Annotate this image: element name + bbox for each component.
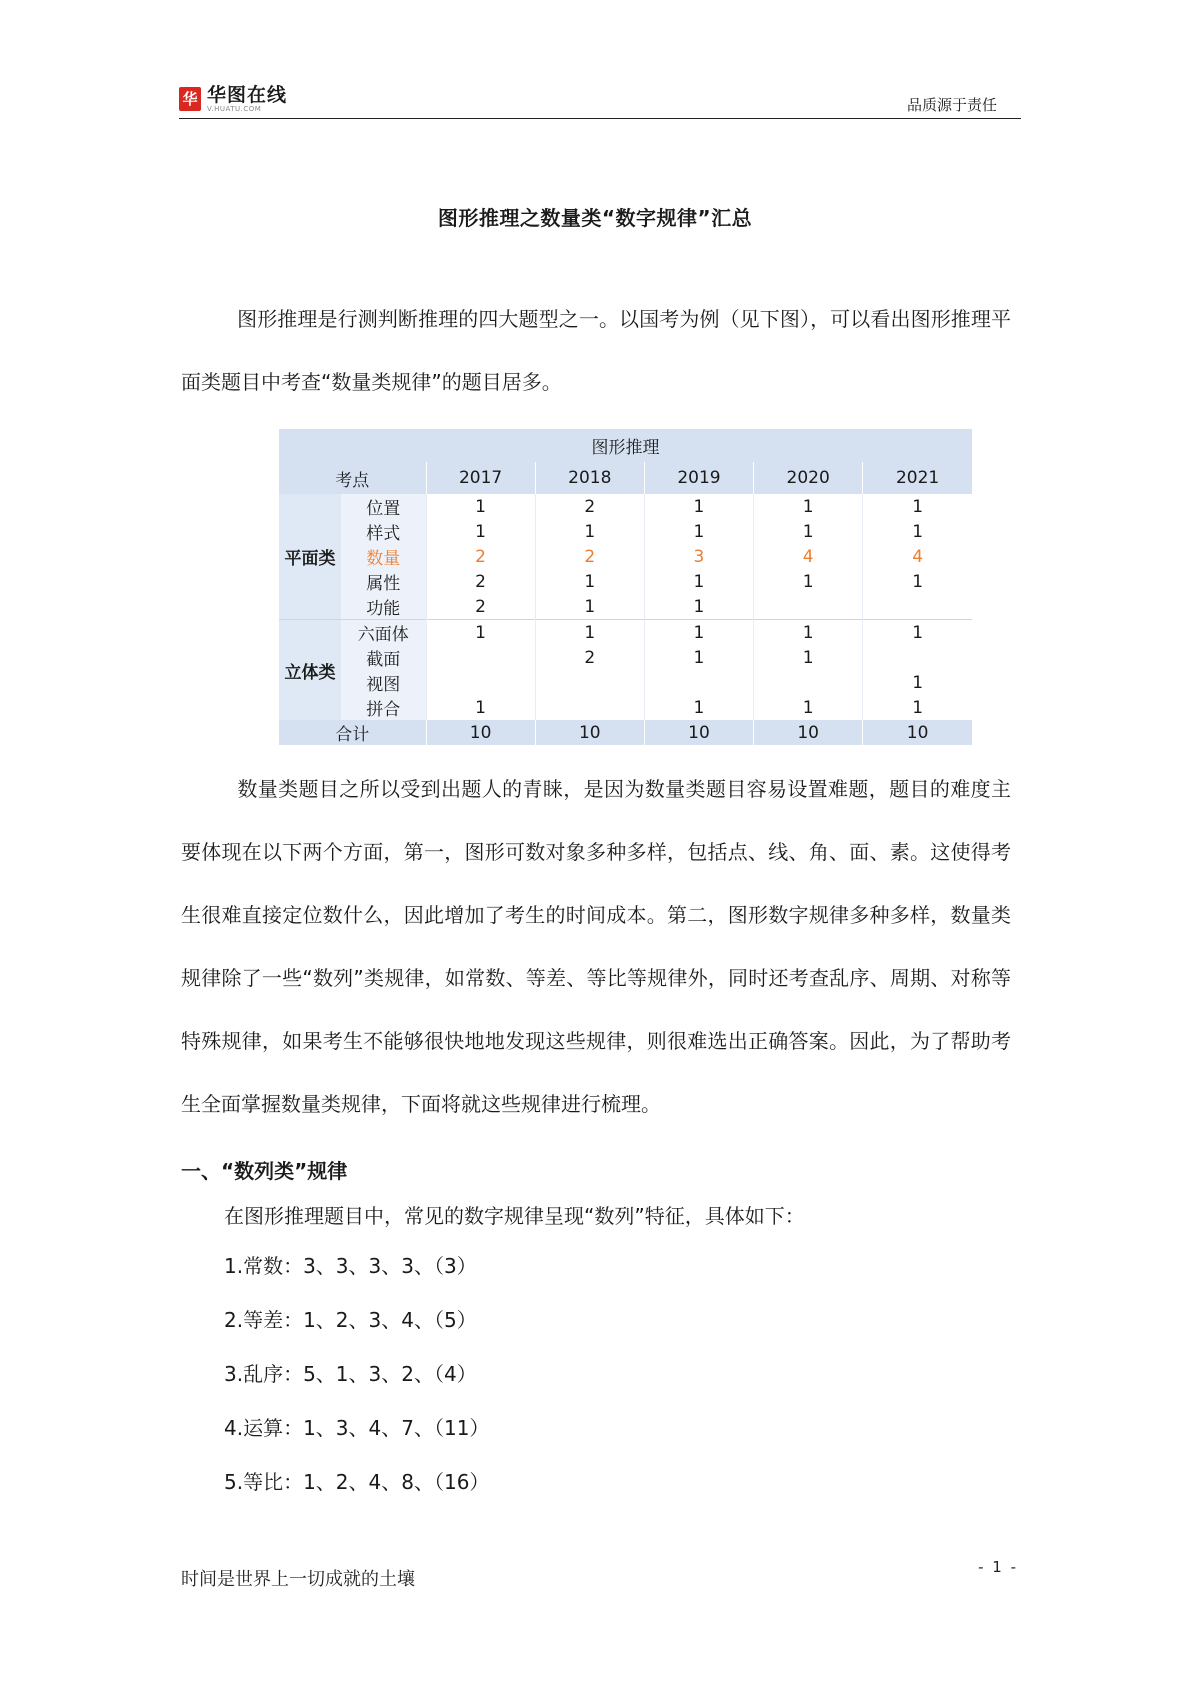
- total-cell: 10: [863, 720, 972, 745]
- section-heading: 一、“数列类”规律: [181, 1159, 348, 1183]
- value-cell: 1: [644, 620, 753, 646]
- intro-text: 图形推理是行测判断推理的四大题型之一。以国考为例（见下图），可以看出图形推理平面类题目中考查“数量类规律”的题目居多。: [181, 307, 1011, 394]
- item-label: 视图: [341, 670, 426, 695]
- value-cell: 1: [754, 569, 863, 594]
- item-label: 截面: [341, 645, 426, 670]
- huatu-logo: [179, 84, 287, 114]
- value-cell: 1: [754, 695, 863, 720]
- year-header: 2020: [754, 462, 863, 494]
- value-cell: 1: [754, 494, 863, 519]
- document-title: 图形推理之数量类“数字规律”汇总: [437, 206, 753, 230]
- stats-table-body: [279, 429, 972, 745]
- table-row: [279, 519, 972, 544]
- list-intro: 在图形推理题目中，常见的数字规律呈现“数列”特征，具体如下：: [224, 1204, 805, 1228]
- value-cell: 2: [426, 544, 535, 569]
- item-label: 拼合: [341, 695, 426, 720]
- value-cell: [535, 695, 644, 720]
- list-item: 3.乱序：5、1、3、2、（4）: [224, 1362, 477, 1386]
- analysis-text: 数量类题目之所以受到出题人的青睐，是因为数量类题目容易设置难题，题目的难度主要体现在以下两个方面，第一，图形可数对象多种多样，包括点、线、角、面、素。这使得考生很难直接定位数什么，因此增加了考生的时间成本。第二，图形数字规律多种多样，数量类规律除了一些“数列”类规律，如常数、等差、等比等规律外，同时还考查乱序、周期、对称等特殊规律，如果考生不能够很快地地发现这些规律，则很难选出正确答案。因此，为了帮助考生全面掌握数量类规律，下面将就这些规律进行梳理。: [181, 777, 1011, 1116]
- value-cell: 1: [754, 620, 863, 646]
- value-cell: 4: [863, 544, 972, 569]
- value-cell: [426, 645, 535, 670]
- table-header-row: [279, 462, 972, 494]
- group-label: 立体类: [279, 620, 341, 721]
- value-cell: 2: [535, 544, 644, 569]
- table-caption: 图形推理: [279, 429, 972, 462]
- logo-name: 华图在线: [207, 84, 288, 106]
- value-cell: 1: [863, 494, 972, 519]
- value-cell: 1: [863, 519, 972, 544]
- exam-stats-table: [279, 429, 972, 745]
- value-cell: 2: [535, 645, 644, 670]
- logo-texts: [207, 85, 287, 113]
- total-label: 合计: [279, 720, 426, 745]
- total-cell: 10: [535, 720, 644, 745]
- header-slogan: 品质源于责任: [906, 96, 997, 114]
- logo-mark-icon: 华: [179, 87, 201, 111]
- value-cell: [644, 670, 753, 695]
- table-caption-row: [279, 429, 972, 462]
- total-cell: 10: [754, 720, 863, 745]
- list-item: 5.等比：1、2、4、8、（16）: [224, 1470, 490, 1494]
- group-label: 平面类: [279, 494, 341, 620]
- value-cell: 1: [535, 569, 644, 594]
- value-cell: 1: [644, 594, 753, 620]
- item-label: 样式: [341, 519, 426, 544]
- value-cell: [754, 594, 863, 620]
- total-cell: 10: [426, 720, 535, 745]
- item-label: 数量: [341, 544, 426, 569]
- total-cell: 10: [644, 720, 753, 745]
- value-cell: 1: [426, 695, 535, 720]
- list-item: 4.运算：1、3、4、7、（11）: [224, 1416, 490, 1440]
- page-header: [179, 82, 1021, 119]
- value-cell: [754, 670, 863, 695]
- value-cell: 1: [535, 620, 644, 646]
- analysis-paragraph: [181, 758, 1011, 1136]
- year-header: 2017: [426, 462, 535, 494]
- value-cell: 1: [863, 620, 972, 646]
- value-cell: 1: [754, 519, 863, 544]
- value-cell: 1: [535, 594, 644, 620]
- year-header: 2021: [863, 462, 972, 494]
- table-row: [279, 695, 972, 720]
- value-cell: 1: [426, 519, 535, 544]
- value-cell: [863, 645, 972, 670]
- value-cell: 1: [754, 645, 863, 670]
- value-cell: [535, 670, 644, 695]
- value-cell: 4: [754, 544, 863, 569]
- value-cell: 1: [426, 494, 535, 519]
- value-cell: 2: [426, 594, 535, 620]
- total-row: [279, 720, 972, 745]
- stats-table: [279, 429, 972, 745]
- item-label: 位置: [341, 494, 426, 519]
- value-cell: 1: [644, 695, 753, 720]
- item-label: 功能: [341, 594, 426, 620]
- list-item: 2.等差：1、2、3、4、（5）: [224, 1308, 477, 1332]
- value-cell: [863, 594, 972, 620]
- page-number: - 1 -: [978, 1558, 1018, 1576]
- value-cell: 1: [644, 519, 753, 544]
- table-row: [279, 645, 972, 670]
- year-header: 2018: [535, 462, 644, 494]
- value-cell: 1: [426, 620, 535, 646]
- footer-motto: 时间是世界上一切成就的土壤: [181, 1569, 415, 1590]
- header-label: 考点: [279, 462, 426, 494]
- value-cell: 1: [863, 569, 972, 594]
- value-cell: 2: [426, 569, 535, 594]
- intro-paragraph: [181, 288, 1011, 414]
- item-label: 六面体: [341, 620, 426, 646]
- value-cell: 2: [535, 494, 644, 519]
- value-cell: 1: [644, 569, 753, 594]
- value-cell: 1: [535, 519, 644, 544]
- value-cell: 1: [863, 670, 972, 695]
- table-row: [279, 494, 972, 519]
- table-row: [279, 544, 972, 569]
- value-cell: 3: [644, 544, 753, 569]
- value-cell: 1: [644, 494, 753, 519]
- table-row: [279, 620, 972, 646]
- table-row: [279, 594, 972, 620]
- value-cell: 1: [644, 645, 753, 670]
- value-cell: [426, 670, 535, 695]
- table-row: [279, 670, 972, 695]
- year-header: 2019: [644, 462, 753, 494]
- table-row: [279, 569, 972, 594]
- list-item: 1.常数：3、3、3、3、（3）: [224, 1254, 477, 1278]
- logo-url: V.HUATU.COM: [207, 105, 262, 113]
- sequence-list: [224, 1250, 489, 1520]
- item-label: 属性: [341, 569, 426, 594]
- value-cell: 1: [863, 695, 972, 720]
